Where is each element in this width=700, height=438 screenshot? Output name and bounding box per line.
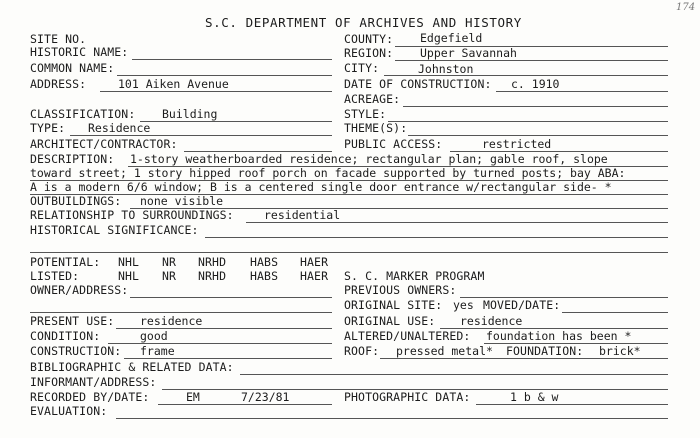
address-label: ADDRESS: [30, 77, 87, 91]
relationship-value: residential [264, 208, 341, 222]
foundation-label: FOUNDATION: [506, 344, 584, 358]
description-rule-3 [30, 194, 668, 195]
description-line-2: toward street; 1 story hipped roof porch on facade supported by turned posts; bay ABA: [30, 166, 626, 180]
listed-option-nrhd: NRHD [198, 269, 227, 283]
significance-label: HISTORICAL SIGNIFICANCE: [30, 223, 199, 237]
county-label: COUNTY: [344, 32, 394, 46]
construction-line [124, 358, 332, 359]
altered-label: ALTERED/UNALTERED: [344, 329, 471, 343]
photographic-label: PHOTOGRAPHIC DATA: [344, 390, 471, 404]
listed-label: LISTED: [30, 269, 80, 283]
roof-line [380, 358, 668, 359]
owner-address-label: OWNER/ADDRESS: [30, 283, 129, 297]
owner-address-rule-2 [30, 312, 332, 313]
original-site-value: yes [453, 298, 474, 312]
original-site-label: ORIGINAL SITE: [344, 298, 443, 312]
condition-label: CONDITION: [30, 329, 101, 343]
corner-mark: 174 [676, 2, 696, 13]
themes-line [408, 135, 668, 136]
roof-label: ROOF: [344, 344, 380, 358]
description-label: DESCRIPTION: [30, 152, 115, 166]
potential-option-nhl: NHL [118, 255, 140, 269]
evaluation-label: EVALUATION: [30, 404, 108, 418]
marker-program-label: S. C. MARKER PROGRAM [344, 269, 485, 283]
listed-option-nr: NR [162, 269, 177, 283]
roof-value: pressed metal* [396, 344, 493, 358]
county-value: Edgefield [420, 31, 483, 45]
type-line [70, 135, 332, 136]
relationship-line [246, 222, 668, 223]
recorded-label: RECORDED BY/DATE: [30, 390, 150, 404]
potential-label: POTENTIAL: [30, 255, 101, 269]
previous-owners-label: PREVIOUS OWNERS: [344, 283, 457, 297]
description-line-3: A is a modern 6/6 window; B is a centered single door entrance w/rectangular side- * [30, 180, 612, 194]
region-label: REGION: [344, 46, 394, 60]
listed-option-nhl: NHL [118, 269, 140, 283]
city-label: CITY: [344, 61, 380, 75]
bibliographic-label: BIBLIOGRAPHIC & RELATED DATA: [30, 360, 234, 374]
form-title: S.C. DEPARTMENT OF ARCHIVES AND HISTORY [205, 15, 522, 30]
condition-value: good [140, 329, 168, 343]
date-of-construction-value: c. 1910 [511, 77, 560, 91]
city-line [384, 75, 668, 76]
listed-option-haer: HAER [300, 269, 329, 283]
significance-rule-2 [30, 252, 668, 253]
significance-line [205, 237, 668, 238]
present-use-label: PRESENT USE: [30, 314, 115, 328]
construction-label: CONSTRUCTION: [30, 344, 122, 358]
common-name-line [117, 75, 332, 76]
classification-label: CLASSIFICATION: [30, 107, 136, 121]
outbuildings-value: none visible [140, 194, 224, 208]
bibliographic-line [240, 374, 668, 375]
type-value: Residence [88, 121, 151, 135]
region-line [395, 60, 668, 61]
architect-label: ARCHITECT/CONTRACTOR: [30, 137, 178, 151]
foundation-value: brick* [599, 344, 641, 358]
address-value: 101 Aiken Avenue [118, 77, 229, 91]
public-access-label: PUBLIC ACCESS: [344, 137, 443, 151]
classification-value: Building [162, 107, 218, 121]
type-label: TYPE: [30, 121, 66, 135]
photographic-line [476, 404, 668, 405]
recorded-line [158, 404, 332, 405]
potential-option-haer: HAER [300, 255, 329, 269]
historic-name-label: HISTORIC NAME: [30, 45, 129, 59]
style-line [388, 121, 668, 122]
construction-value: frame [140, 344, 175, 358]
informant-label: INFORMANT/ADDRESS: [30, 375, 157, 389]
owner-address-line [130, 297, 332, 298]
address-line [100, 91, 332, 92]
potential-option-nr: NR [162, 255, 177, 269]
present-use-value: residence [140, 314, 203, 328]
public-access-value: restricted [482, 137, 552, 151]
moved-date-line [562, 312, 668, 313]
city-value: Johnston [418, 62, 474, 76]
altered-value: foundation has been * [486, 329, 632, 343]
original-use-value: residence [460, 314, 523, 328]
outbuildings-label: OUTBUILDINGS: [30, 194, 122, 208]
historic-name-line [132, 59, 332, 60]
date-of-construction-label: DATE OF CONSTRUCTION: [344, 77, 492, 91]
potential-option-habs: HABS [250, 255, 279, 269]
description-line-1: 1-story weatherboarded residence; rectangular plan; gable roof, slope [130, 152, 608, 166]
moved-date-label: MOVED/DATE: [483, 298, 561, 312]
recorded-date-value: 7/23/81 [241, 390, 290, 404]
style-label: STYLE: [344, 107, 387, 121]
themes-label: THEME(S): [344, 121, 408, 135]
site-no-label: SITE NO. [30, 32, 87, 46]
acreage-line [403, 106, 668, 107]
common-name-label: COMMON NAME: [30, 61, 115, 75]
date-of-construction-line [496, 91, 668, 92]
photographic-value: 1 b & w [510, 390, 559, 404]
relationship-label: RELATIONSHIP TO SURROUNDINGS: [30, 208, 234, 222]
region-value: Upper Savannah [420, 46, 517, 60]
evaluation-line [116, 418, 668, 419]
potential-option-nrhd: NRHD [198, 255, 227, 269]
acreage-label: ACREAGE: [344, 92, 401, 106]
listed-option-habs: HABS [250, 269, 279, 283]
classification-line [140, 121, 332, 122]
original-use-label: ORIGINAL USE: [344, 314, 436, 328]
recorded-by-value: EM [186, 390, 200, 404]
